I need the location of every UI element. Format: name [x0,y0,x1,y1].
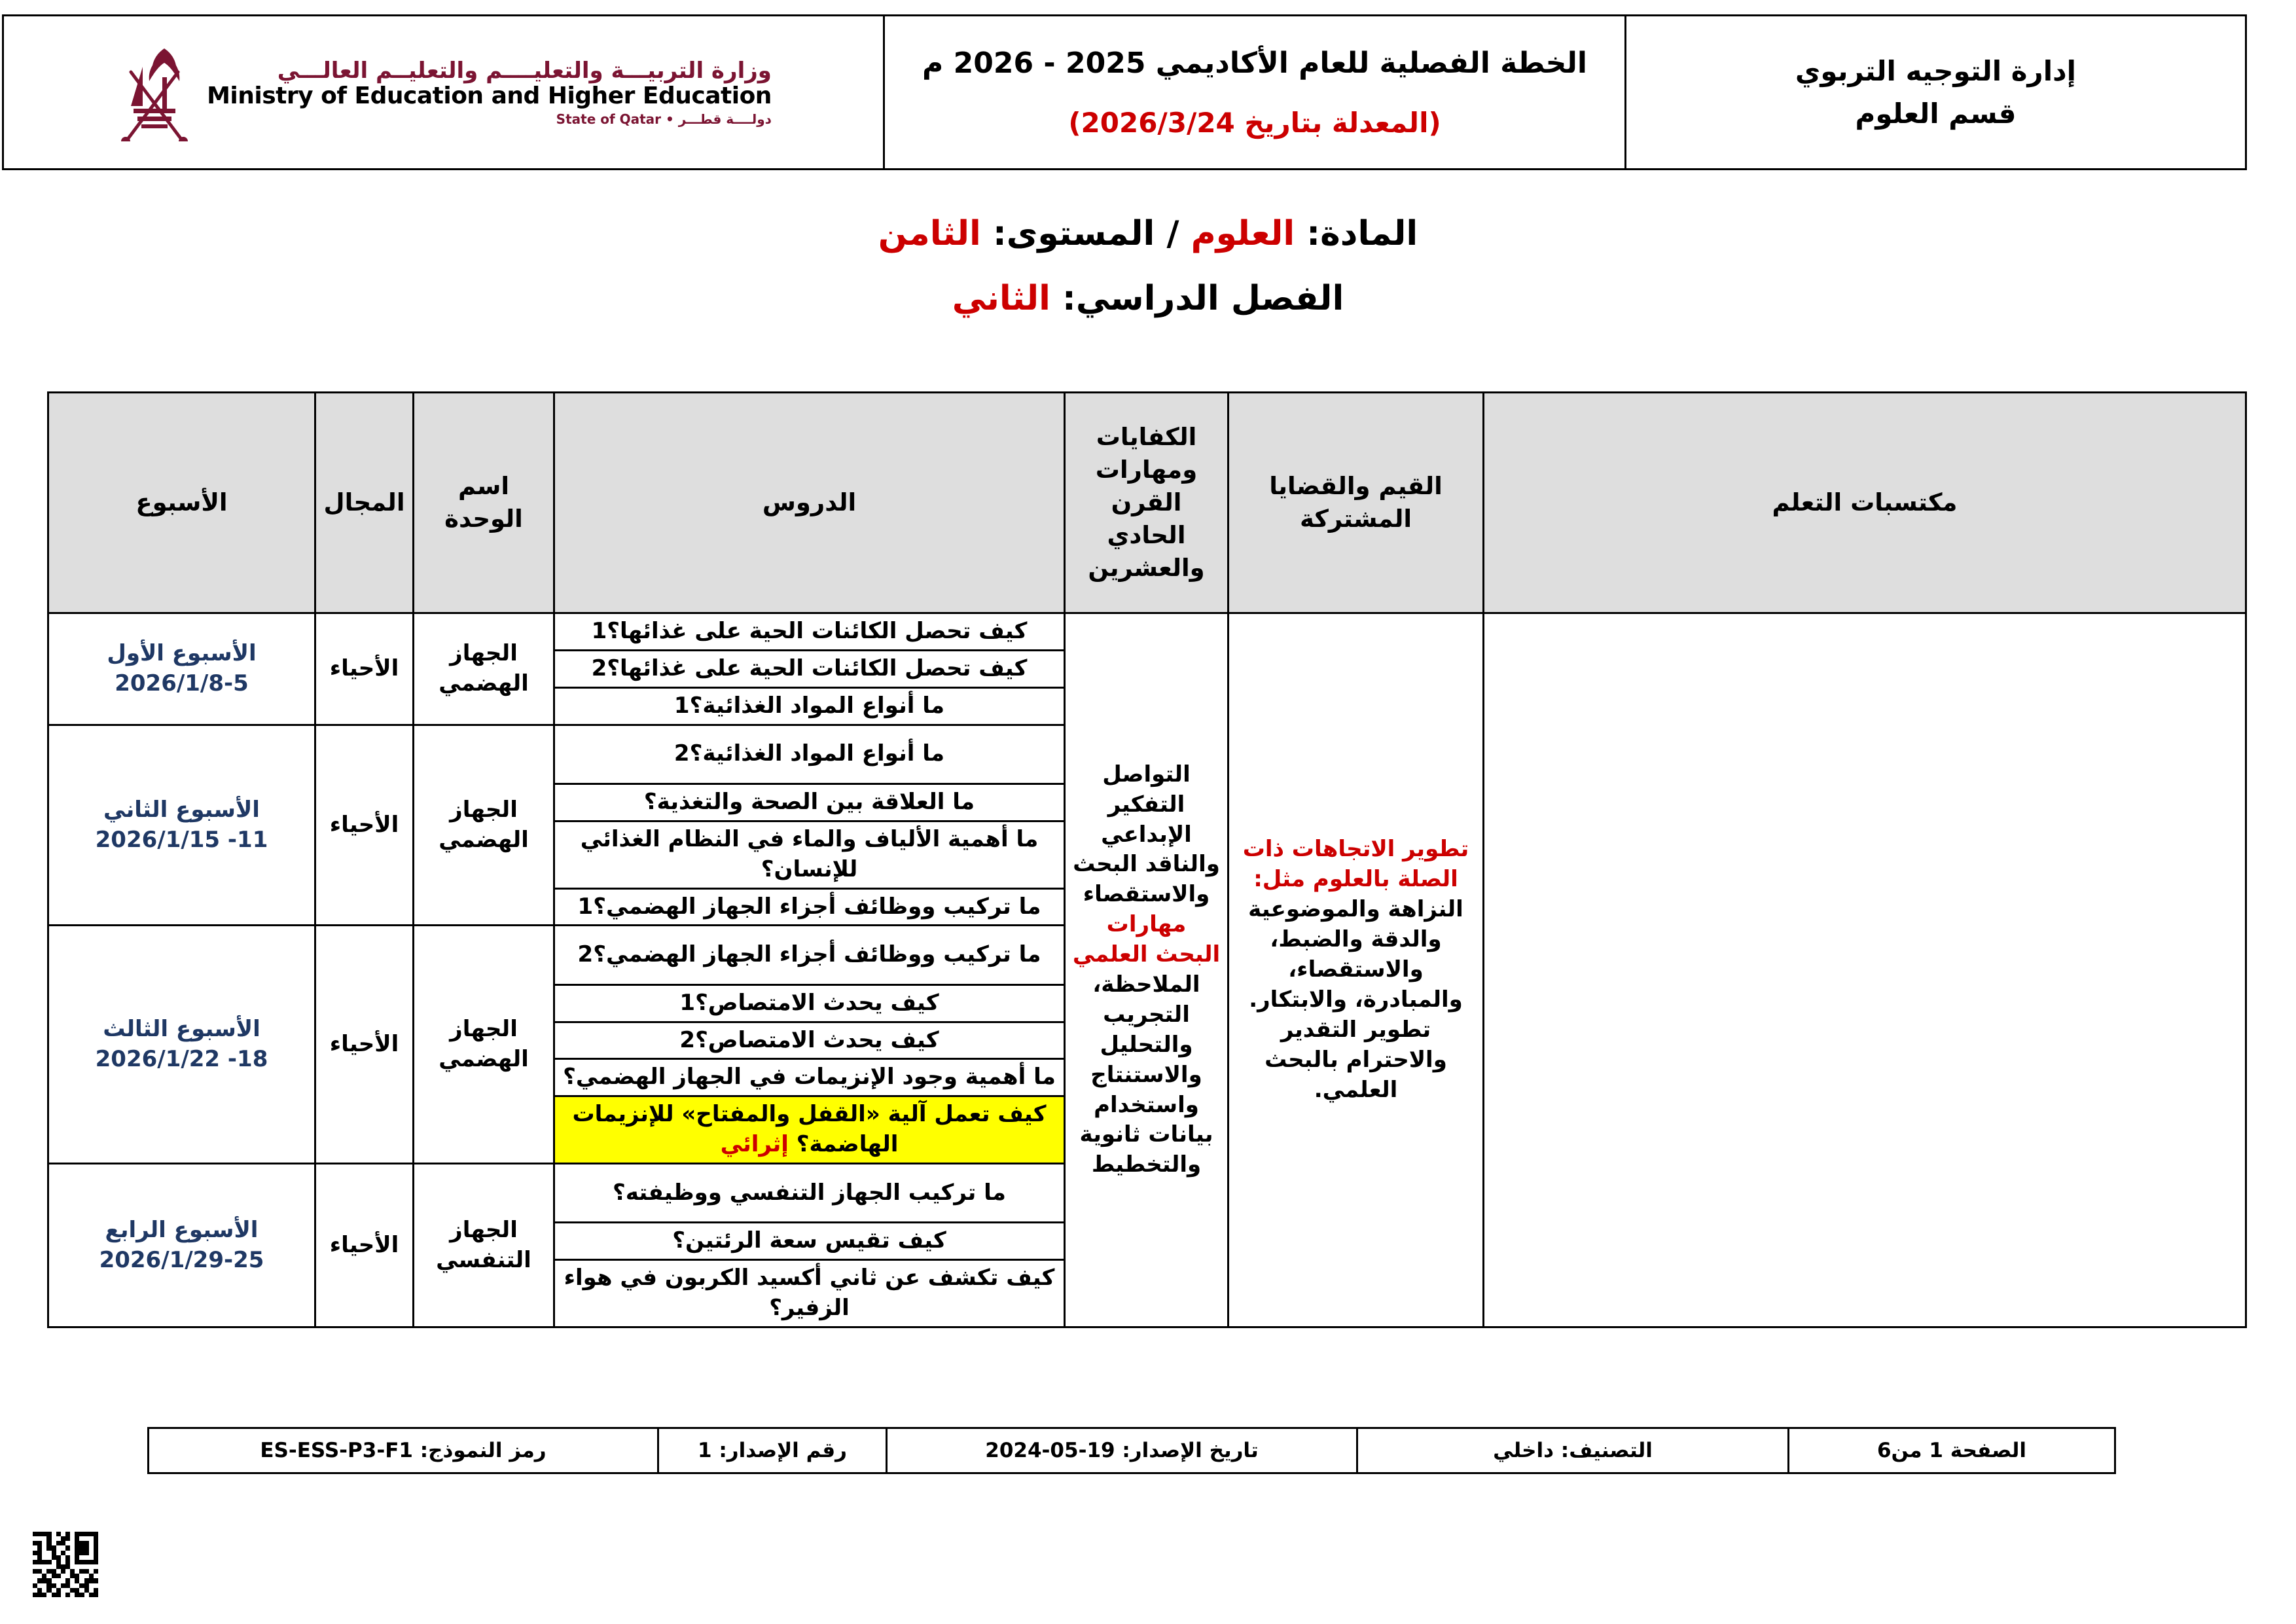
plan-title-cell [884,16,1626,170]
week-cell [48,926,315,1164]
skills-part-two: الملاحظة، التجريب والتحليل والاستنتاج واستخدام بيانات ثانوية والتخطيط [1079,971,1213,1178]
ministry-logo-cell [3,16,884,170]
term-value: الثاني [952,279,1050,319]
footer-classification: التصنيف: داخلي [1357,1428,1789,1473]
enrichment-tag: إثرائي [720,1131,789,1158]
plan-revision-note: (المعدلة بتاريخ 2026/3/24) [1068,106,1441,139]
lesson-cell [554,1059,1065,1096]
lesson-text: ما العلاقة بين الصحة والتغذية؟ [643,788,975,815]
lesson-text: كيف يحدث الامتصاص؟1 [679,989,939,1016]
week-title: الأسبوع الثاني [103,796,260,823]
lesson-cell [554,1223,1065,1260]
week-cell [48,613,315,725]
skills-red-heading: مهارات البحث العلمي [1072,911,1221,968]
term-label: الفصل الدراسي: [1050,279,1344,319]
table-header-row [48,393,2246,613]
lesson-cell [554,821,1065,888]
week-dates: 2026/1/29-25 [99,1246,264,1273]
department-line-1: إدارة التوجيه التربوي [1795,54,2077,87]
subject-separator: / [1155,214,1191,253]
table-row [48,613,2246,651]
lesson-cell [554,1260,1065,1327]
lesson-cell [554,1022,1065,1059]
lesson-cell [554,687,1065,725]
lesson-cell [554,888,1065,926]
footer-page-number: الصفحة 1 من6 [1789,1428,2115,1473]
subject-info-block [0,209,2296,324]
lesson-text: ما أهمية وجود الإنزيمات في الجهاز الهضمي؟ [563,1064,1056,1091]
qr-code-icon [33,1532,98,1597]
lesson-text: ما أنواع المواد الغذائية؟1 [673,692,945,719]
level-value: الثامن [878,214,981,253]
unit-name-cell: الجهاز التنفسي [414,1164,554,1327]
unit-name-cell: الجهاز الهضمي [414,926,554,1164]
lesson-text: ما تركيب ووظائف أجزاء الجهاز الهضمي؟1 [577,893,1041,920]
term-line [0,274,2296,323]
week-title: الأسبوع الأول [107,640,257,666]
subject-label: المادة: [1295,214,1418,253]
lesson-cell [554,926,1065,984]
ministry-logo [10,43,876,141]
lesson-text: كيف تكشف عن ثاني أكسيد الكربون في هواء الزفير؟ [564,1265,1055,1322]
footer-row [149,1428,2115,1473]
document-header-table [2,14,2247,170]
column-header-domain: المجال [315,393,414,613]
plan-title: الخطة الفصلية للعام الأكاديمي 2025 - 2026 م [922,46,1587,80]
header-row [3,16,2246,170]
column-header-values: القيم والقضايا المشتركة [1229,393,1484,613]
ministry-name-english: Ministry of Education and Higher Education [207,82,772,109]
lesson-text: ما أنواع المواد الغذائية؟2 [673,740,945,767]
lesson-text: ما تركيب الجهاز التنفسي ووظيفته؟ [613,1179,1006,1206]
column-header-lessons: الدروس [554,393,1065,613]
column-header-gains: مكتسبات التعلم [1484,393,2246,613]
subject-level-line [0,209,2296,259]
column-header-skills: الكفايات ومهارات القرن الحادي والعشرين [1065,393,1229,613]
week-title: الأسبوع الرابع [105,1216,259,1243]
domain-cell: الأحياء [315,725,414,926]
lesson-text: كيف يحدث الامتصاص؟2 [679,1026,939,1053]
column-header-week: الأسبوع [48,393,315,613]
week-title: الأسبوع الثالث [103,1015,260,1042]
learning-gains-cell [1484,613,2246,1327]
lesson-text: كيف تقيس سعة الرئتين؟ [672,1227,946,1254]
skills-cell [1065,613,1229,1327]
footer-version: رقم الإصدار: 1 [658,1428,887,1473]
state-of-qatar-label: دولــــة قطـــر • State of Qatar [556,111,772,127]
footer-issue-date: تاريخ الإصدار: 19-05-2024 [887,1428,1357,1473]
ministry-name-arabic: وزارة التربيـــة والتعليــــم والتعليــم العالـــي [277,57,772,84]
domain-cell: الأحياء [315,1164,414,1327]
column-header-unit: اسم الوحدة [414,393,554,613]
lesson-text: كيف تحصل الكائنات الحية على غذائها؟2 [591,655,1028,681]
document-footer-table [147,1427,2116,1474]
week-cell [48,725,315,926]
values-and-issues-cell [1229,613,1484,1327]
skills-part-one: التواصل التفكير الإبداعي والناقد البحث والاستقصاء [1073,761,1220,908]
values-body-text: النزاهة والموضوعية والدقة والضبط، والاستقصاء، والمبادرة، والابتكار. تطوير التقدير والاحترام بالبحث العلمي. [1248,896,1463,1103]
ministry-logo-text [207,58,772,127]
lesson-text: كيف تحصل الكائنات الحية على غذائها؟1 [591,618,1028,644]
lesson-cell [554,613,1065,651]
lesson-text: ما أهمية الألياف والماء في النظام الغذائي للإنسان؟ [580,825,1039,882]
lesson-cell [554,784,1065,821]
weekly-plan-table [47,391,2247,1328]
lesson-cell [554,725,1065,784]
department-line-2: قسم العلوم [1855,98,2017,130]
level-label: المستوى: [980,214,1155,253]
week-dates: 2026/1/8-5 [115,670,249,696]
domain-cell: الأحياء [315,613,414,725]
lesson-cell [554,1164,1065,1223]
footer-form-code: رمز النموذج: ES-ESS-P3-F1 [149,1428,658,1473]
table-body [48,613,2246,1327]
week-cell [48,1164,315,1327]
values-red-heading: تطوير الاتجاهات ذات الصلة بالعلوم مثل: [1242,836,1469,893]
lesson-cell [554,1096,1065,1164]
department-cell [1626,16,2246,170]
week-dates: 11- 2026/1/15 [95,826,268,853]
subject-value: العلوم [1191,214,1295,253]
unit-name-cell: الجهاز الهضمي [414,613,554,725]
lesson-text: ما تركيب ووظائف أجزاء الجهاز الهضمي؟2 [577,941,1041,968]
domain-cell: الأحياء [315,926,414,1164]
unit-name-cell: الجهاز الهضمي [414,725,554,926]
lesson-cell [554,984,1065,1022]
qatar-emblem-icon [115,43,194,141]
week-dates: 18- 2026/1/22 [95,1045,268,1072]
lesson-text: كيف تعمل آلية «القفل والمفتاح» للإنزيمات الهاضمة؟ [572,1101,1047,1158]
lesson-cell [554,650,1065,687]
